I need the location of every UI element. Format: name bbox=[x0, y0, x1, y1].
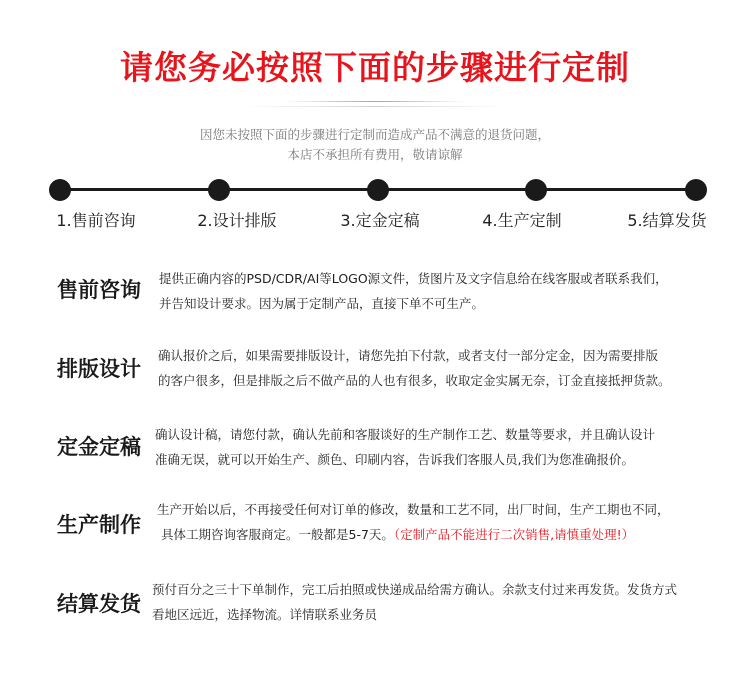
section-layout-heading: 排版设计 bbox=[57, 357, 141, 381]
step-label-2: 2.设计排版 bbox=[197, 211, 277, 230]
section-presale-heading: 售前咨询 bbox=[57, 278, 141, 302]
title-divider-shadow bbox=[245, 106, 505, 107]
section-production-body bbox=[157, 497, 670, 547]
section-presale-body bbox=[159, 266, 668, 316]
section-production-line-1: 生产开始以后，不再接受任何对订单的修改，数量和工艺不同，出厂时间，生产工期也不同， bbox=[157, 502, 670, 517]
step-dot-4 bbox=[525, 179, 547, 201]
section-deposit-heading: 定金定稿 bbox=[57, 435, 141, 459]
section-presale-line-1: 提供正确内容的PSD/CDR/AI等LOGO源文件，货图片及文字信息给在线客服或者联系我们， bbox=[159, 271, 668, 286]
section-production-line-2-text: 具体工期咨询客服商定。一般都是5-7天。 bbox=[161, 527, 394, 542]
production-warning: （定制产品不能进行二次销售,请慎重处理!） bbox=[393, 527, 635, 542]
section-deposit-body bbox=[155, 422, 655, 472]
section-production-line-2 bbox=[157, 522, 670, 547]
title-divider bbox=[285, 101, 465, 102]
step-label-5: 5.结算发货 bbox=[627, 211, 707, 230]
step-dot-5 bbox=[685, 179, 707, 201]
section-presale-line-2: 并告知设计要求。因为属于定制产品，直接下单不可生产。 bbox=[159, 296, 485, 311]
step-label-3: 3.定金定稿 bbox=[340, 211, 420, 230]
section-layout-line-2: 的客户很多，但是排版之后不做产品的人也有很多，收取定金实属无奈，订金直接抵押货款。 bbox=[158, 373, 671, 388]
section-settlement-line-2: 看地区远近，选择物流。详情联系业务员 bbox=[152, 607, 378, 622]
section-settlement-body bbox=[152, 577, 677, 627]
section-settlement-heading: 结算发货 bbox=[57, 592, 141, 616]
step-label-4: 4.生产定制 bbox=[482, 211, 562, 230]
section-layout-body bbox=[158, 343, 671, 393]
step-dot-3 bbox=[367, 179, 389, 201]
step-dot-2 bbox=[208, 179, 230, 201]
subtitle-line-2: 本店不承担所有费用，敬请谅解 bbox=[287, 147, 463, 162]
step-label-1: 1.售前咨询 bbox=[56, 211, 136, 230]
section-settlement-line-1: 预付百分之三十下单制作，完工后拍照或快递成品给需方确认。余款支付过来再发货。发货方式 bbox=[152, 582, 678, 597]
page-title: 请您务必按照下面的步骤进行定制 bbox=[120, 48, 630, 87]
subtitle-line-1: 因您未按照下面的步骤进行定制而造成产品不满意的退货问题， bbox=[199, 127, 550, 142]
section-deposit-line-1: 确认设计稿，请您付款，确认先前和客服谈好的生产制作工艺、数量等要求，并且确认设计 bbox=[155, 427, 656, 442]
section-deposit-line-2: 准确无误，就可以开始生产、颜色、印刷内容，告诉我们客服人员,我们为您准确报价。 bbox=[155, 452, 634, 467]
section-production-heading: 生产制作 bbox=[57, 513, 141, 537]
step-dot-1 bbox=[49, 179, 71, 201]
section-layout-line-1: 确认报价之后，如果需要排版设计，请您先拍下付款，或者支付一部分定金，因为需要排版 bbox=[158, 348, 659, 363]
